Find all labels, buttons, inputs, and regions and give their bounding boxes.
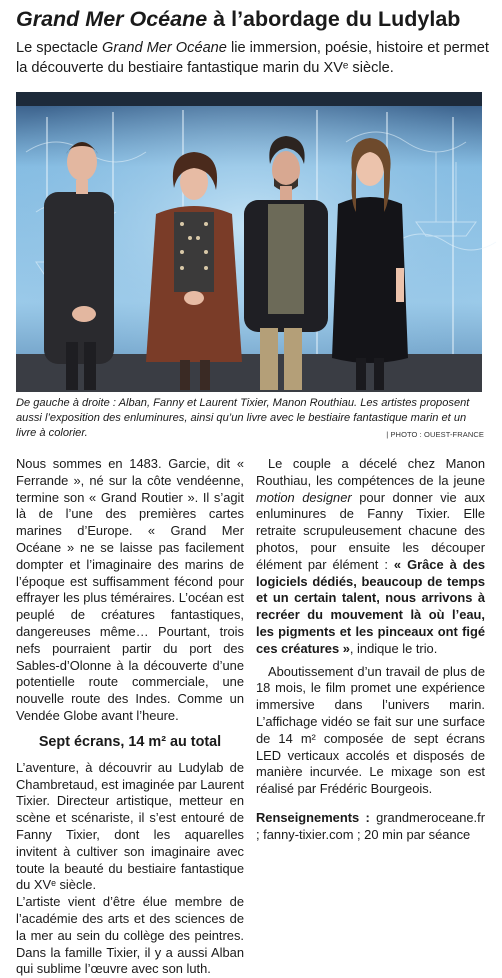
- standfirst-post: lie immersion, poésie, histoire et permet la découverte du bestiaire fantastique marin du XVᵉ siècle.: [16, 40, 489, 76]
- standfirst-pre: Le spectacle: [16, 40, 102, 56]
- photo-credit: | PHOTO : OUEST-FRANCE: [386, 430, 484, 439]
- p4-post: , indique le trio.: [349, 640, 438, 656]
- article-photo: [16, 92, 482, 392]
- info-label: Renseignements :: [256, 809, 370, 825]
- article-paragraph-2: L’aventure, à découvrir au Ludylab de Chambretaud, est imaginée par Laurent Tixier. Directeur artistique, metteur en scène et scénariste, il s’est entouré de Fanny Tixier, dont les aquarelles invitent à cultiver son imaginaire avec toute la beauté du bestiaire fantastique du XVᵉ siècle.: [16, 759, 244, 893]
- standfirst-italic: Grand Mer Océane: [102, 40, 227, 56]
- headline: [16, 6, 496, 32]
- photo-caption: De gauche à droite : Alban, Fanny et Laurent Tixier, Manon Routhiau. Les artistes proposent aussi l’exposition des enluminures, ainsi qu’un livre avec le bestiaire fantastique marin et un livre à colorier.: [16, 397, 470, 439]
- article-paragraph-5: Aboutissement d’un travail de plus de 18 mois, le film promet une expérience immersive dans l’univers marin. L’affichage vidéo se fait sur une surface de 14 m² composée de sept écrans LED verticaux accolés et disposés de manière incurvée. Le mixage son est réalisé par Frédéric Bourgeois.: [256, 663, 485, 797]
- p4-mid: pour donner vie aux enluminures de Fanny Tixier. Elle retraite scrupuleusement chacune des photos, pour ensuite les découper élément par élément :: [256, 489, 485, 572]
- article-paragraph-3: L’artiste vient d’être élue membre de l’académie des arts et des sciences de la mer au sein du collège des peintres. Dans la famille Tixier, il y a aussi Alban qui sublime l’œuvre avec son luth.: [16, 894, 244, 977]
- headline-title-rest: à l’abordage du Ludylab: [207, 7, 461, 31]
- article-subhead: Sept écrans, 14 m² au total: [38, 733, 222, 750]
- article-paragraph-1: Nous sommes en 1483. Garcie, dit « Ferrande », né sur la côte vendéenne, termine son « Grand Routier ». Il s’agit là de l’une des premières cartes marines d’Europe. « Grand Mer Océane » ne se laisse pas facilement dompter et l’imaginaire des marins de l’époque est suffisamment fécond pour effrayer les plus téméraires. L’océan est peuplé de créatures fantastiques, dangereuses même… Pourtant, trois nefs pourraient partir du port des Sables-d’Olonne à la découverte d’une potentielle route commerciale, une nouvelle route des Indes. Comme un Vendée Globe avant l’heure.: [16, 456, 244, 723]
- headline-title-italic: Grand Mer Océane: [16, 7, 208, 31]
- article-column-right: [256, 456, 485, 844]
- photo-illustration: [16, 92, 482, 392]
- p4-quote: « Grâce à des logiciels dédiés, beaucoup de temps et un certain talent, nous arrivons à recréer du mouvement là où l’eau, les pigments et les pinceaux ont figé ces créatures »: [256, 556, 485, 656]
- article-info: [256, 810, 485, 844]
- p4-italic: motion designer: [256, 489, 352, 505]
- p4-pre: Le couple a décelé chez Manon Routhiau, les compétences de la jeune: [256, 456, 485, 488]
- article-paragraph-4: [256, 456, 485, 658]
- info-text: grandmeroceane.fr ; fanny-tixier.com ; 20 min par séance: [256, 809, 485, 842]
- standfirst: [16, 38, 490, 78]
- article-column-left: [16, 456, 244, 978]
